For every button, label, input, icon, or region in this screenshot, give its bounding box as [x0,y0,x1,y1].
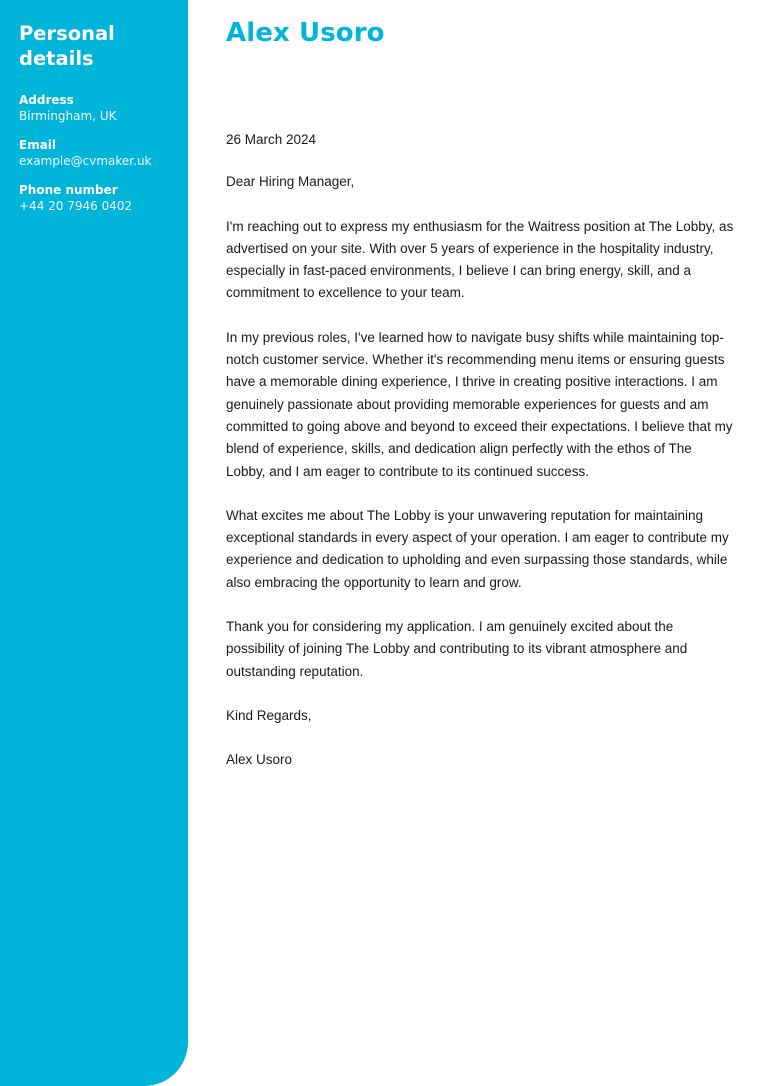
letter-signature: Alex Usoro [226,752,293,768]
email-label: Email [19,138,57,152]
address-label: Address [19,93,74,107]
sidebar-title: Personal details [19,22,115,70]
letter-paragraph-1: I'm reaching out to express my enthusiasm for the Waitress position at The Lobby, as advertised on your site. With over 5 years of experience in the hospitality industry, especially in fast-paced environments, I believe I can bring energy, skill, and a commitment to excellence to your team. [226,218,734,301]
letter-paragraph-3: What excites me about The Lobby is your unwavering reputation for maintaining exceptional standards in every aspect of your operation. I am eager to contribute my experience and dedication to upholding and even surpassing those standards, while also embracing the opportunity to learn and grow. [226,507,729,590]
address-value: Birmingham, UK [19,109,117,123]
email-value: example@cvmaker.uk [19,154,152,168]
letter-paragraph-2: In my previous roles, I've learned how to navigate busy shifts while maintaining top-notch customer service. Whether it's recommending menu items or ensuring guests have a memorable dining experience, I thrive in creating positive interactions. I am genuinely passionate about providing memorable experiences for guests and am committed to going above and beyond to exceed their expectations. I believe that my blend of experience, skills, and dedication align perfectly with the ethos of The Lobby, and I am eager to contribute to its continued success. [226,329,733,479]
personal-details-sidebar [0,0,188,1086]
phone-label: Phone number [19,183,118,197]
letter-paragraph-4: Thank you for considering my application. I am genuinely excited about the possibility of joining The Lobby and contributing to its vibrant atmosphere and outstanding reputation. [226,619,688,679]
letter-closing: Kind Regards, [226,707,312,723]
phone-value: +44 20 7946 0402 [19,199,133,213]
applicant-name: Alex Usoro [226,18,385,48]
letter-body [226,129,734,772]
letter-date: 26 March 2024 [226,132,317,147]
letter-salutation: Dear Hiring Manager, [226,174,355,190]
letter-main [226,0,734,794]
